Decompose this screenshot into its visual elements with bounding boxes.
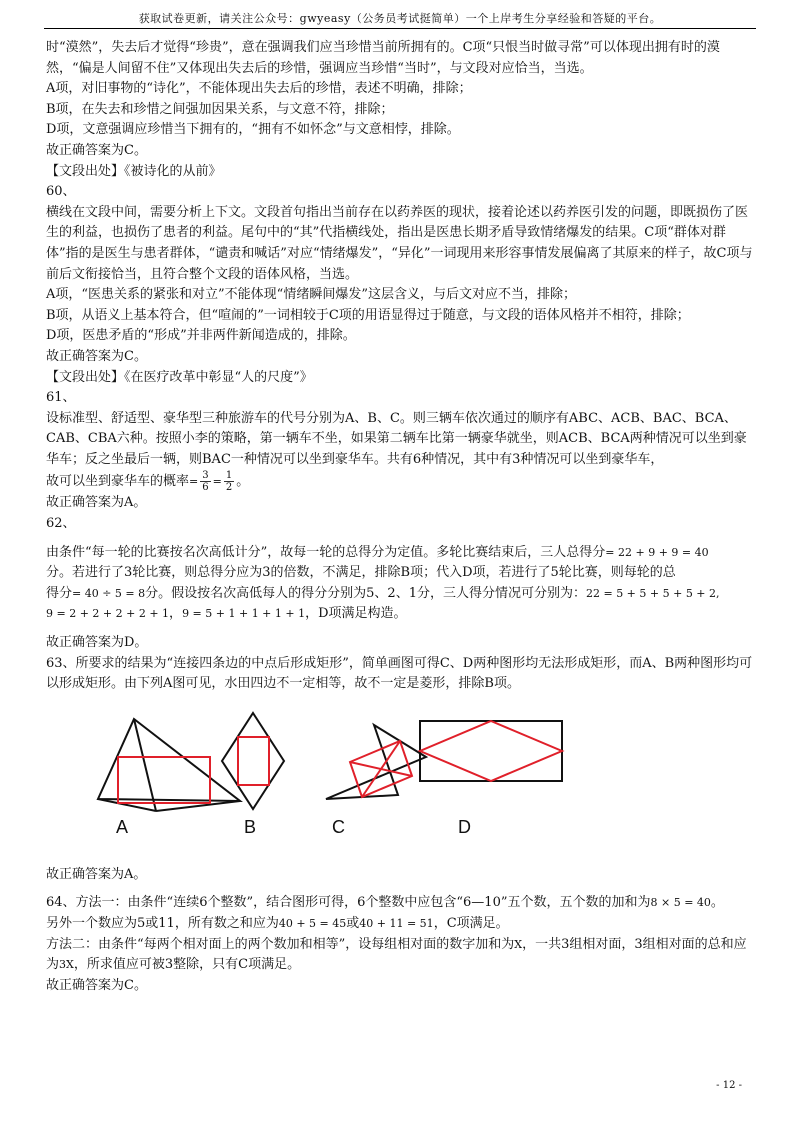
paragraph: 63、所要求的结果为“连接四条边的中点后形成矩形”，简单画图可得C、D两种图形均无法形成矩形，而A、B两种图形均可以形成矩形。由下列A图可见，水田四边不一定相等，故不一定是菱形，排除B项。 xyxy=(46,655,753,692)
figure-label-b: B xyxy=(244,816,257,837)
quadrilateral-figures xyxy=(46,709,758,859)
answer-line: 故正确答案为C。 xyxy=(46,142,147,158)
answer-line: 故正确答案为A。 xyxy=(46,866,147,882)
equals-sign: = xyxy=(189,475,199,489)
math-variable: X xyxy=(514,937,523,951)
paragraph: 得分= 40 ÷ 5 = 8分。假设按名次高低每人的得分分别为5、2、1分，三人得分情况可分别为：22 = 5 + 5 + 5 + 5 + 2, xyxy=(46,585,720,601)
paragraph: B项，在失去和珍惜之间强加因果关系，与文意不符，排除； xyxy=(46,101,394,117)
equals-sign: = xyxy=(212,475,222,489)
probability-text: 故可以坐到豪华车的概率 xyxy=(46,474,190,490)
fraction-three-sixths: $\frac{3}{6}$ xyxy=(202,470,209,494)
paragraph: D项，文意强调应珍惜当下拥有的，“拥有不如怀念”与文意相悖，排除。 xyxy=(46,122,460,138)
math-expression: 8 × 5 = 40 xyxy=(650,896,711,910)
question-number: 60、 xyxy=(46,184,76,200)
paragraph: B项，从语义上基本符合，但“喧闹的”一词相较于C项的用语显得过于随意，与文段的语体风格并不相符，排除； xyxy=(46,307,690,323)
answer-line: 故正确答案为A。 xyxy=(46,495,147,511)
paragraph: D项，医患矛盾的“形成”并非两件新闻造成的，排除。 xyxy=(46,328,356,344)
top-notice: 获取试卷更新，请关注公众号：gwyeasy（公务员考试挺简单）一个上岸考生分享经验和答疑的平台。 xyxy=(138,12,662,25)
math-expression: 40 + 5 = 45 xyxy=(278,917,347,930)
paragraph: 由条件“每一轮的比赛按名次高低计分”，故每一轮的总得分为定值。多轮比赛结束后，三人总得分= 22 + 9 + 9 = 40 xyxy=(46,544,709,560)
paragraph: 64、方法一：由条件“连续6个整数”，结合图形可得，6个整数中应包含“6—10”五个数，五个数的加和为8 × 5 = 40。 xyxy=(46,895,724,911)
paragraph: 另外一个数应为5或11，所有数之和应为40 + 5 = 45或40 + 11 = 51，C项满足。 xyxy=(46,916,509,931)
paragraph: A项，“医患关系的紧张和对立”不能体现“情绪瞬间爆发”这层含义，与后文对应不当，排除； xyxy=(46,287,576,303)
paragraph: 9 = 2 + 2 + 2 + 2 + 1，9 = 5 + 1 + 1 + 1 + 1，D项满足构造。 xyxy=(46,606,407,622)
math-expression: 22 = 5 + 5 + 5 + 5 + 2, xyxy=(585,586,720,600)
question-number: 62、 xyxy=(46,516,76,532)
fraction-one-half: $\frac{1}{2}$ xyxy=(225,470,233,494)
figure-label-d: D xyxy=(458,816,471,837)
math-expression: 9 = 2 + 2 + 2 + 2 + 1 xyxy=(46,607,170,621)
math-expression: = 22 + 9 + 9 = 40 xyxy=(605,545,709,559)
source-line: 【文段出处】《在医疗改革中彰显“人的尺度”》 xyxy=(46,369,313,385)
answer-line: 故正确答案为D。 xyxy=(46,635,148,651)
paragraph: 方法二：由条件“每两个相对面上的两个数加和相等”，设每组相对面的数字加和为X，一共3组相对面，3组相对面的总和应为3X，所求值应可被3整除，只有C项满足。 xyxy=(46,936,747,973)
probability-line: 故可以坐到豪华车的概率= $\frac{3}{6}$ = $\frac{1}{2}$ 。 xyxy=(46,470,250,494)
answer-line: 故正确答案为C。 xyxy=(46,348,147,364)
figure-label-a: A xyxy=(116,816,129,837)
paragraph: 设标准型、舒适型、豪华型三种旅游车的代号分别为A、B、C。则三辆车依次通过的顺序有ABC、ACB、BAC、BCA、CAB、CBA六种。按照小李的策略，第一辆车不坐，如果第二辆车比第一辆豪华就坐，则ACB、BCA两种情况可以坐到豪华车；反之坐最后一辆，则BAC一种情况可以坐到豪华车。共有6种情况，其中有3种情况可以坐到豪华车， xyxy=(46,410,747,467)
figure-b xyxy=(218,709,288,813)
paragraph: A项，对旧事物的“诗化”，不能体现出失去后的珍惜，表述不明确，排除； xyxy=(46,81,472,97)
math-expression: 40 + 11 = 51 xyxy=(359,917,434,930)
math-expression: = 40 ÷ 5 = 8 xyxy=(72,586,146,600)
figure-label-c: C xyxy=(332,816,345,837)
page-number: - 12 - xyxy=(716,1080,742,1091)
source-line: 【文段出处】《被诗化的从前》 xyxy=(46,163,222,179)
header-divider xyxy=(44,28,756,29)
math-variable: 3X xyxy=(59,958,74,972)
paragraph: 分。若进行了3轮比赛，则总得分应为3的倍数，不满足，排除B项；代入D项，若进行了5轮比赛，则每轮的总 xyxy=(46,565,676,581)
answer-line: 故正确答案为C。 xyxy=(46,977,147,993)
paragraph: 时“漠然”，失去后才觉得“珍贵”，意在强调我们应当珍惜当前所拥有的。C项“只恨当时做寻常”可以体现出拥有时的漠然，“偏是人间留不住”又体现出失去后的珍惜，强调应当珍惜“当时”，与文段对应恰当，当选。 xyxy=(46,40,720,76)
paragraph: 横线在文段中间，需要分析上下文。文段首句指出当前存在以药养医的现状，接着论述以药养医引发的问题，即既损伤了医生的利益，也损伤了患者的利益。尾句中的“其”代指横线处，指出是医患长期矛盾导致情绪爆发的结果。C项“群体对群体”指的是医生与患者群体，“谴责和喊话”对应“情绪爆发”，“异化”一词现用来形容事情发展偏离了其原来的样子，故C项与前后文衔接恰当，且符合整个文段的语体风格，当选。 xyxy=(46,204,753,282)
math-expression: 9 = 5 + 1 + 1 + 1 + 1 xyxy=(182,607,306,621)
document-body xyxy=(46,38,758,996)
figure-d xyxy=(416,709,566,813)
question-number: 61、 xyxy=(46,390,76,406)
